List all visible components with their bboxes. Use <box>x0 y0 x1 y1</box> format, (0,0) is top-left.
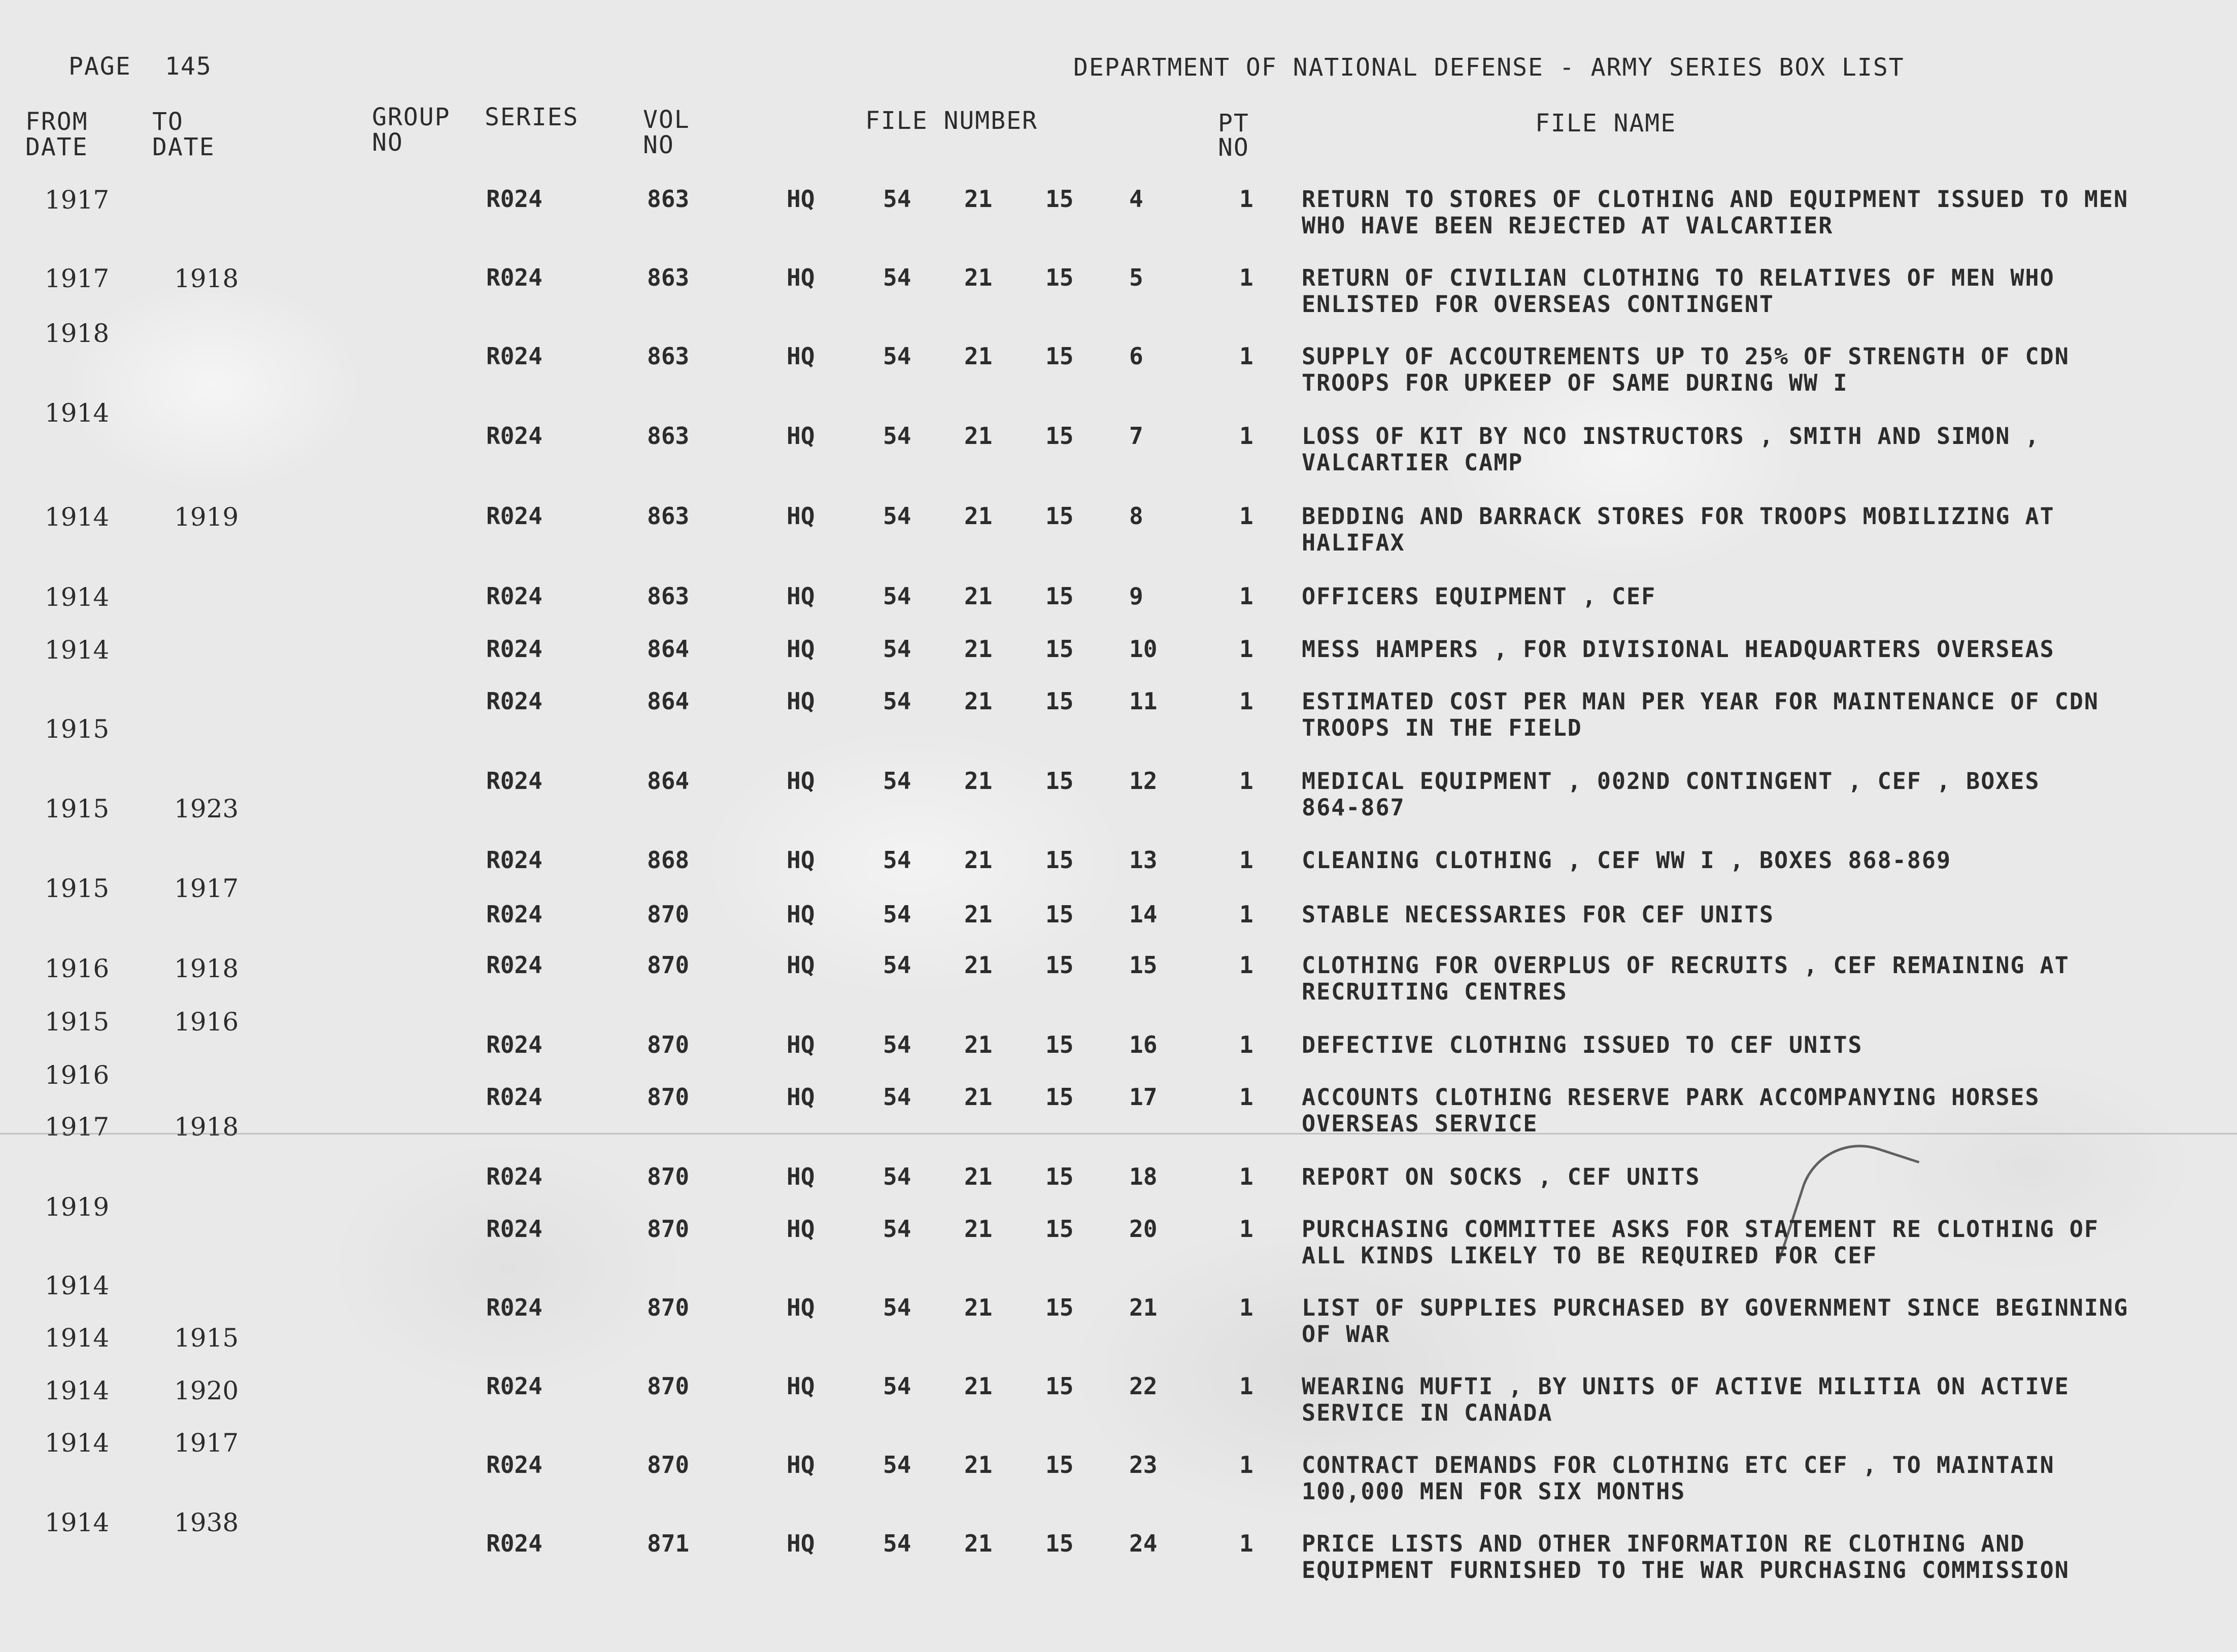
from-date: 1916 <box>45 954 110 983</box>
file-number-part-1: 54 <box>883 767 911 795</box>
file-name-line-1: BEDDING AND BARRACK STORES FOR TROOPS MOBILIZING AT <box>1302 503 2055 530</box>
file-name-line-1: MEDICAL EQUIPMENT , 002ND CONTINGENT , CEF , BOXES <box>1302 768 2040 795</box>
pt-cell: 1 <box>1239 1215 1253 1243</box>
pt-cell: 1 <box>1239 951 1253 979</box>
file-number-part-1: 54 <box>883 1530 911 1557</box>
file-number-part-1: 54 <box>883 901 911 928</box>
file-number-prefix: HQ <box>787 767 815 795</box>
series-cell: R024 <box>486 1294 543 1321</box>
col-from-date-2: DATE <box>25 133 88 161</box>
file-number-part-1: 54 <box>883 502 911 530</box>
file-name-line-1: OFFICERS EQUIPMENT , CEF <box>1302 583 1656 610</box>
file-number-part-3: 15 <box>1045 1215 1074 1243</box>
page-number: 145 <box>165 52 212 81</box>
file-name-cell <box>1302 636 2055 663</box>
file-number-part-2: 21 <box>964 767 993 795</box>
from-date: 1914 <box>45 398 110 428</box>
file-number-prefix: HQ <box>787 1031 815 1058</box>
file-name-line-1: SUPPLY OF ACCOUTREMENTS UP TO 25% OF STRENGTH OF CDN <box>1302 343 2070 370</box>
pt-cell: 1 <box>1239 1294 1253 1321</box>
file-number-part-1: 54 <box>883 185 911 213</box>
vol-cell: 870 <box>647 1031 690 1058</box>
file-number-prefix: HQ <box>787 582 815 610</box>
file-number-prefix: HQ <box>787 635 815 663</box>
file-number-part-3: 15 <box>1045 422 1074 450</box>
file-number-part-2: 21 <box>964 1451 993 1478</box>
file-number-part-3: 15 <box>1045 687 1074 715</box>
series-cell: R024 <box>486 342 543 370</box>
file-number-part-1: 54 <box>883 1294 911 1321</box>
document-title: DEPARTMENT OF NATIONAL DEFENSE - ARMY SERIES BOX LIST <box>1073 53 1905 82</box>
file-number-prefix: HQ <box>787 687 815 715</box>
file-number-prefix: HQ <box>787 846 815 874</box>
file-number-part-4: 11 <box>1129 687 1158 715</box>
file-number-part-3: 15 <box>1045 767 1074 795</box>
file-number-part-4: 12 <box>1129 767 1158 795</box>
file-name-line-2: 864-867 <box>1302 794 1405 821</box>
file-number-part-3: 15 <box>1045 264 1074 291</box>
from-date: 1914 <box>45 502 110 532</box>
file-number-part-1: 54 <box>883 846 911 874</box>
file-name-cell <box>1302 1373 2070 1426</box>
file-number-part-2: 21 <box>964 1372 993 1400</box>
file-number-prefix: HQ <box>787 1530 815 1557</box>
vol-cell: 870 <box>647 1083 690 1111</box>
from-date: 1914 <box>45 1428 110 1458</box>
from-date: 1916 <box>45 1060 110 1090</box>
file-number-part-2: 21 <box>964 582 993 610</box>
vol-cell: 870 <box>647 1215 690 1243</box>
vol-cell: 871 <box>647 1530 690 1557</box>
file-name-cell <box>1302 423 2040 476</box>
file-number-prefix: HQ <box>787 342 815 370</box>
pt-cell: 1 <box>1239 342 1253 370</box>
pt-cell: 1 <box>1239 1083 1253 1111</box>
file-name-cell <box>1302 583 1656 610</box>
pt-cell: 1 <box>1239 502 1253 530</box>
file-name-cell <box>1302 689 2099 741</box>
col-file-name: FILE NAME <box>1535 109 1677 137</box>
to-date: 1938 <box>174 1508 239 1537</box>
pt-cell: 1 <box>1239 185 1253 213</box>
file-number-prefix: HQ <box>787 264 815 291</box>
file-number-part-3: 15 <box>1045 185 1074 213</box>
file-number-prefix: HQ <box>787 1294 815 1321</box>
series-cell: R024 <box>486 264 543 291</box>
pt-cell: 1 <box>1239 767 1253 795</box>
vol-cell: 863 <box>647 502 690 530</box>
from-date: 1914 <box>45 582 110 612</box>
file-name-line-1: STABLE NECESSARIES FOR CEF UNITS <box>1302 901 1774 928</box>
from-date: 1918 <box>45 319 110 348</box>
vol-cell: 870 <box>647 1294 690 1321</box>
file-number-prefix: HQ <box>787 901 815 928</box>
file-name-line-2: ALL KINDS LIKELY TO BE REQUIRED FOR CEF <box>1302 1242 1878 1269</box>
col-pt-no-1: PT <box>1218 109 1249 137</box>
file-name-cell <box>1302 902 1774 928</box>
file-name-line-1: REPORT ON SOCKS , CEF UNITS <box>1302 1163 1701 1190</box>
file-number-part-1: 54 <box>883 1215 911 1243</box>
pt-cell: 1 <box>1239 1163 1253 1190</box>
vol-cell: 863 <box>647 185 690 213</box>
file-name-line-1: ACCOUNTS CLOTHING RESERVE PARK ACCOMPANYING HORSES <box>1302 1084 2040 1111</box>
file-number-part-1: 54 <box>883 635 911 663</box>
vol-cell: 863 <box>647 422 690 450</box>
file-number-part-3: 15 <box>1045 502 1074 530</box>
file-name-cell <box>1302 847 1951 874</box>
col-to-date-1: TO <box>152 108 184 136</box>
vol-cell: 864 <box>647 767 690 795</box>
file-number-prefix: HQ <box>787 1163 815 1190</box>
file-number-part-2: 21 <box>964 846 993 874</box>
file-name-line-2: SERVICE IN CANADA <box>1302 1399 1553 1426</box>
col-file-number: FILE NUMBER <box>865 107 1038 135</box>
vol-cell: 868 <box>647 846 690 874</box>
vol-cell: 864 <box>647 687 690 715</box>
to-date: 1919 <box>174 502 239 532</box>
from-date: 1919 <box>45 1192 110 1222</box>
file-number-part-2: 21 <box>964 635 993 663</box>
file-number-part-3: 15 <box>1045 635 1074 663</box>
file-name-line-1: LIST OF SUPPLIES PURCHASED BY GOVERNMENT SINCE BEGINNING <box>1302 1294 2129 1321</box>
col-vol-no-1: VOL <box>643 106 690 134</box>
file-number-part-3: 15 <box>1045 1083 1074 1111</box>
file-number-part-4: 24 <box>1129 1530 1158 1557</box>
series-cell: R024 <box>486 422 543 450</box>
vol-cell: 870 <box>647 1451 690 1478</box>
col-group-no-1: GROUP <box>372 103 451 131</box>
file-number-part-4: 22 <box>1129 1372 1158 1400</box>
pt-cell: 1 <box>1239 1031 1253 1058</box>
col-vol-no-2: NO <box>643 131 674 159</box>
file-number-part-2: 21 <box>964 1083 993 1111</box>
file-number-part-3: 15 <box>1045 951 1074 979</box>
file-number-part-1: 54 <box>883 687 911 715</box>
series-cell: R024 <box>486 1031 543 1058</box>
series-cell: R024 <box>486 185 543 213</box>
file-number-part-1: 54 <box>883 342 911 370</box>
file-name-line-2: TROOPS IN THE FIELD <box>1302 714 1582 741</box>
file-number-part-1: 54 <box>883 582 911 610</box>
vol-cell: 870 <box>647 951 690 979</box>
series-cell: R024 <box>486 846 543 874</box>
series-cell: R024 <box>486 635 543 663</box>
file-name-line-2: EQUIPMENT FURNISHED TO THE WAR PURCHASING COMMISSION <box>1302 1557 2070 1584</box>
pt-cell: 1 <box>1239 1372 1253 1400</box>
file-number-part-2: 21 <box>964 951 993 979</box>
file-name-line-2: VALCARTIER CAMP <box>1302 449 1523 476</box>
file-name-cell <box>1302 1216 2099 1269</box>
series-cell: R024 <box>486 1530 543 1557</box>
col-series: SERIES <box>485 103 579 131</box>
to-date: 1918 <box>174 264 239 293</box>
file-number-part-4: 23 <box>1129 1451 1158 1478</box>
col-pt-no-2: NO <box>1218 133 1249 162</box>
file-name-cell <box>1302 503 2055 556</box>
file-number-part-4: 8 <box>1129 502 1143 530</box>
file-name-cell <box>1302 1531 2070 1584</box>
vol-cell: 870 <box>647 1372 690 1400</box>
file-number-part-4: 16 <box>1129 1031 1158 1058</box>
file-name-cell <box>1302 952 2070 1005</box>
file-number-part-2: 21 <box>964 1215 993 1243</box>
file-number-part-2: 21 <box>964 687 993 715</box>
vol-cell: 870 <box>647 1163 690 1190</box>
page-fold-line <box>0 1133 2237 1134</box>
col-from-date-1: FROM <box>25 108 88 136</box>
file-number-part-2: 21 <box>964 1163 993 1190</box>
file-name-cell <box>1302 1295 2128 1348</box>
series-cell: R024 <box>486 582 543 610</box>
file-number-part-3: 15 <box>1045 1294 1074 1321</box>
file-number-part-2: 21 <box>964 502 993 530</box>
series-cell: R024 <box>486 767 543 795</box>
file-number-part-2: 21 <box>964 901 993 928</box>
file-name-line-2: 100,000 MEN FOR SIX MONTHS <box>1302 1478 1686 1505</box>
pt-cell: 1 <box>1239 901 1253 928</box>
file-number-part-1: 54 <box>883 1451 911 1478</box>
file-number-part-2: 21 <box>964 1530 993 1557</box>
file-number-part-2: 21 <box>964 185 993 213</box>
file-name-line-1: CLOTHING FOR OVERPLUS OF RECRUITS , CEF REMAINING AT <box>1302 952 2070 979</box>
vol-cell: 863 <box>647 264 690 291</box>
file-name-line-2: RECRUITING CENTRES <box>1302 978 1568 1005</box>
file-number-part-1: 54 <box>883 264 911 291</box>
file-name-line-2: WHO HAVE BEEN REJECTED AT VALCARTIER <box>1302 212 1834 239</box>
pt-cell: 1 <box>1239 1530 1253 1557</box>
file-number-part-4: 20 <box>1129 1215 1158 1243</box>
file-name-line-1: CLEANING CLOTHING , CEF WW I , BOXES 868-869 <box>1302 847 1952 874</box>
file-name-line-1: CONTRACT DEMANDS FOR CLOTHING ETC CEF , TO MAINTAIN <box>1302 1452 2055 1478</box>
file-number-part-2: 21 <box>964 1031 993 1058</box>
file-number-prefix: HQ <box>787 951 815 979</box>
to-date: 1917 <box>174 874 239 903</box>
file-number-prefix: HQ <box>787 422 815 450</box>
file-number-part-2: 21 <box>964 1294 993 1321</box>
file-name-line-1: WEARING MUFTI , BY UNITS OF ACTIVE MILITIA ON ACTIVE <box>1302 1373 2070 1400</box>
file-number-part-4: 13 <box>1129 846 1158 874</box>
file-name-line-1: MESS HAMPERS , FOR DIVISIONAL HEADQUARTERS OVERSEAS <box>1302 636 2055 663</box>
file-name-line-1: LOSS OF KIT BY NCO INSTRUCTORS , SMITH AND SIMON , <box>1302 423 2040 450</box>
file-number-part-2: 21 <box>964 422 993 450</box>
from-date: 1915 <box>45 794 110 823</box>
file-number-prefix: HQ <box>787 1083 815 1111</box>
file-number-part-3: 15 <box>1045 342 1074 370</box>
vol-cell: 863 <box>647 582 690 610</box>
pt-cell: 1 <box>1239 846 1253 874</box>
vol-cell: 863 <box>647 342 690 370</box>
series-cell: R024 <box>486 951 543 979</box>
file-number-part-3: 15 <box>1045 1530 1074 1557</box>
file-number-prefix: HQ <box>787 1215 815 1243</box>
file-name-line-1: RETURN OF CIVILIAN CLOTHING TO RELATIVES OF MEN WHO <box>1302 264 2055 291</box>
pt-cell: 1 <box>1239 635 1253 663</box>
series-cell: R024 <box>486 687 543 715</box>
file-name-line-1: DEFECTIVE CLOTHING ISSUED TO CEF UNITS <box>1302 1031 1863 1058</box>
pt-cell: 1 <box>1239 687 1253 715</box>
file-number-prefix: HQ <box>787 502 815 530</box>
from-date: 1914 <box>45 635 110 665</box>
pt-cell: 1 <box>1239 422 1253 450</box>
file-number-prefix: HQ <box>787 185 815 213</box>
vol-cell: 864 <box>647 635 690 663</box>
series-cell: R024 <box>486 1215 543 1243</box>
file-name-line-1: PURCHASING COMMITTEE ASKS FOR STATEMENT RE CLOTHING OF <box>1302 1216 2099 1243</box>
to-date: 1923 <box>174 794 239 823</box>
file-number-part-1: 54 <box>883 951 911 979</box>
file-number-prefix: HQ <box>787 1451 815 1478</box>
file-number-part-3: 15 <box>1045 901 1074 928</box>
file-number-prefix: HQ <box>787 1372 815 1400</box>
file-number-part-4: 10 <box>1129 635 1158 663</box>
file-name-line-2: ENLISTED FOR OVERSEAS CONTINGENT <box>1302 291 1774 318</box>
from-date: 1914 <box>45 1376 110 1405</box>
from-date: 1915 <box>45 714 110 744</box>
from-date: 1917 <box>45 185 110 215</box>
file-number-part-2: 21 <box>964 264 993 291</box>
file-name-cell <box>1302 1032 1863 1058</box>
file-name-cell <box>1302 768 2040 821</box>
file-name-line-1: RETURN TO STORES OF CLOTHING AND EQUIPMENT ISSUED TO MEN <box>1302 186 2129 213</box>
file-number-part-3: 15 <box>1045 1372 1074 1400</box>
file-number-part-4: 9 <box>1129 582 1143 610</box>
from-date: 1914 <box>45 1508 110 1537</box>
series-cell: R024 <box>486 1451 543 1478</box>
from-date: 1914 <box>45 1271 110 1300</box>
file-name-line-2: HALIFAX <box>1302 529 1405 556</box>
to-date: 1918 <box>174 1112 239 1142</box>
file-number-part-1: 54 <box>883 422 911 450</box>
file-number-part-4: 15 <box>1129 951 1158 979</box>
from-date: 1917 <box>45 1112 110 1142</box>
file-number-part-3: 15 <box>1045 1031 1074 1058</box>
file-number-part-2: 21 <box>964 342 993 370</box>
file-number-part-4: 7 <box>1129 422 1143 450</box>
file-name-cell <box>1302 343 2070 396</box>
file-number-part-3: 15 <box>1045 1163 1074 1190</box>
from-date: 1917 <box>45 264 110 293</box>
file-number-part-1: 54 <box>883 1083 911 1111</box>
from-date: 1915 <box>45 874 110 903</box>
col-group-no-2: NO <box>372 128 403 157</box>
file-number-part-3: 15 <box>1045 582 1074 610</box>
file-number-part-4: 4 <box>1129 185 1143 213</box>
from-date: 1914 <box>45 1323 110 1353</box>
series-cell: R024 <box>486 502 543 530</box>
to-date: 1915 <box>174 1323 239 1353</box>
col-to-date-2: DATE <box>152 133 215 161</box>
file-number-part-1: 54 <box>883 1163 911 1190</box>
to-date: 1920 <box>174 1376 239 1405</box>
file-name-cell <box>1302 265 2055 318</box>
series-cell: R024 <box>486 1163 543 1190</box>
to-date: 1917 <box>174 1428 239 1458</box>
file-name-cell <box>1302 186 2128 239</box>
file-name-cell <box>1302 1452 2055 1505</box>
file-number-part-1: 54 <box>883 1372 911 1400</box>
file-number-part-4: 17 <box>1129 1083 1158 1111</box>
series-cell: R024 <box>486 1372 543 1400</box>
file-name-line-2: OF WAR <box>1302 1321 1391 1348</box>
file-number-part-1: 54 <box>883 1031 911 1058</box>
file-name-line-1: PRICE LISTS AND OTHER INFORMATION RE CLOTHING AND <box>1302 1530 2025 1557</box>
page-label: PAGE <box>69 52 131 81</box>
pen-mark <box>1778 1129 1920 1294</box>
pt-cell: 1 <box>1239 264 1253 291</box>
file-number-part-3: 15 <box>1045 1451 1074 1478</box>
file-number-part-4: 21 <box>1129 1294 1158 1321</box>
to-date: 1918 <box>174 954 239 983</box>
file-name-line-1: ESTIMATED COST PER MAN PER YEAR FOR MAINTENANCE OF CDN <box>1302 688 2099 715</box>
file-name-cell <box>1302 1164 1701 1190</box>
file-number-part-3: 15 <box>1045 846 1074 874</box>
vol-cell: 870 <box>647 901 690 928</box>
pt-cell: 1 <box>1239 582 1253 610</box>
file-number-part-4: 14 <box>1129 901 1158 928</box>
series-cell: R024 <box>486 901 543 928</box>
file-name-line-2: TROOPS FOR UPKEEP OF SAME DURING WW I <box>1302 369 1848 396</box>
series-cell: R024 <box>486 1083 543 1111</box>
to-date: 1916 <box>174 1007 239 1037</box>
file-name-cell <box>1302 1084 2040 1137</box>
file-number-part-4: 5 <box>1129 264 1143 291</box>
file-number-part-4: 6 <box>1129 342 1143 370</box>
file-name-line-2: OVERSEAS SERVICE <box>1302 1110 1538 1137</box>
from-date: 1915 <box>45 1007 110 1037</box>
pt-cell: 1 <box>1239 1451 1253 1478</box>
file-number-part-4: 18 <box>1129 1163 1158 1190</box>
